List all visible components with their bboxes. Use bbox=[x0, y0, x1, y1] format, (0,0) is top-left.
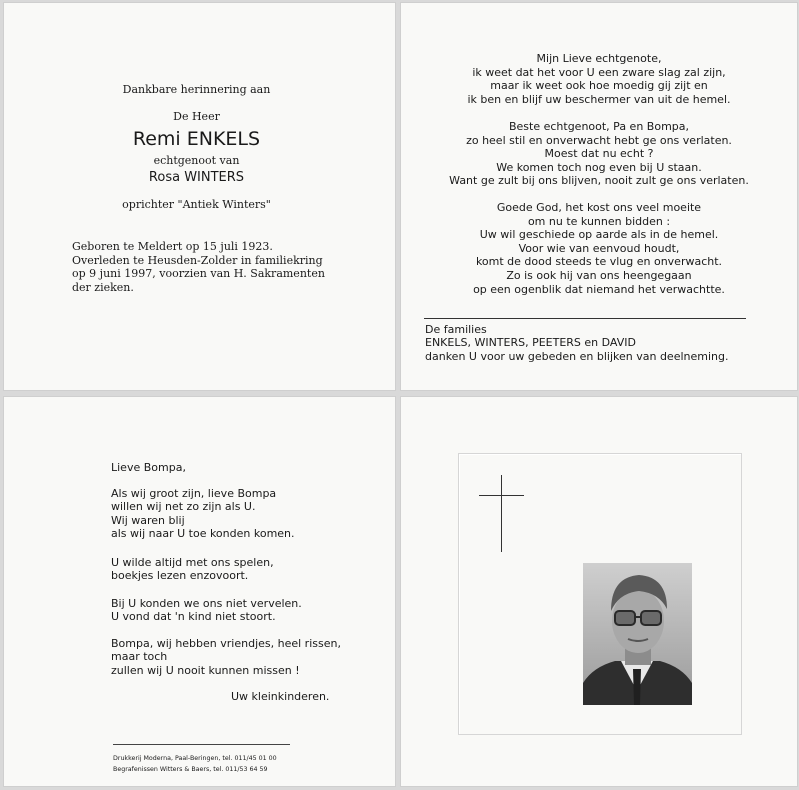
poem-line: Beste echtgenoot, Pa en Bompa, bbox=[508, 120, 690, 133]
relation-text: echtgenoot van bbox=[153, 154, 240, 167]
bio-line: op 9 juni 1997, voorzien van H. Sakramenten bbox=[72, 267, 325, 280]
poem-line: zo heel stil en onverwacht hebt ge ons verlaten. bbox=[466, 133, 732, 147]
grandchildren-stanza-2 bbox=[111, 556, 274, 583]
poem-line: Bompa, wij hebben vriendjes, heel rissen, bbox=[111, 637, 341, 650]
printer-line: Begrafenissen Witters & Baers, tel. 011/53 64 59 bbox=[113, 766, 268, 773]
poem-line: ik ben en blijf uw beschermer van uit de hemel. bbox=[467, 92, 731, 106]
poem-line: maar toch bbox=[111, 650, 168, 664]
poem-stanza-3 bbox=[400, 201, 798, 296]
spouse-name: Rosa WINTERS bbox=[148, 170, 245, 185]
card-panel-top-left bbox=[3, 2, 396, 391]
families-line: ENKELS, WINTERS, PEETERS en DAVID bbox=[425, 336, 636, 350]
poem-line: als wij naar U toe konden komen. bbox=[111, 527, 295, 541]
card-panel-bottom-left bbox=[3, 396, 396, 787]
portrait-photo bbox=[583, 563, 692, 705]
divider bbox=[424, 318, 746, 319]
poem-line: Uw wil geschiede op aarde als in de hemel. bbox=[479, 228, 719, 242]
poem-line: op een ogenblik dat niemand het verwachtte. bbox=[473, 282, 725, 296]
biography bbox=[72, 240, 325, 294]
poem-line: Moest dat nu echt ? bbox=[544, 147, 654, 161]
cross-icon bbox=[501, 475, 502, 552]
portrait-photo-drawing bbox=[583, 563, 692, 705]
grandchildren-stanza-1 bbox=[111, 487, 295, 541]
bio-line: der zieken. bbox=[72, 280, 134, 294]
families-line: danken U voor uw gebeden en blijken van deelneming. bbox=[425, 349, 729, 363]
poem-line: Mijn Lieve echtgenote, bbox=[536, 52, 662, 65]
poem-line: Want ge zult bij ons blijven, nooit zult ge ons verlaten. bbox=[449, 174, 749, 188]
poem-stanza-2 bbox=[400, 120, 798, 188]
families-line: De families bbox=[425, 323, 487, 336]
poem-line: boekjes lezen enzovoort. bbox=[111, 569, 249, 583]
poem-line: We komen toch nog even bij U staan. bbox=[496, 160, 702, 174]
poem-line: willen wij net zo zijn als U. bbox=[111, 500, 256, 514]
poem-line: Wij waren blij bbox=[111, 513, 185, 527]
poem-line: Als wij groot zijn, lieve Bompa bbox=[111, 487, 277, 500]
poem-line: Goede God, het kost ons veel moeite bbox=[496, 201, 702, 214]
poem-line: U wilde altijd met ons spelen, bbox=[111, 556, 274, 569]
divider bbox=[113, 744, 290, 745]
poem-line: Voor wie van eenvoud houdt, bbox=[518, 241, 680, 255]
poem-line: Bij U konden we ons niet vervelen. bbox=[111, 597, 302, 610]
grandchildren-stanza-4 bbox=[111, 637, 341, 677]
poem-line: ik weet dat het voor U een zware slag zal zijn, bbox=[472, 65, 726, 79]
poem-line: U vond dat 'n kind niet stoort. bbox=[111, 610, 276, 624]
poem-line: zullen wij U nooit kunnen missen ! bbox=[111, 663, 300, 677]
families-thanks bbox=[425, 323, 728, 363]
title-prefix: De Heer bbox=[173, 110, 220, 123]
poem-line: om nu te kunnen bidden : bbox=[527, 214, 671, 228]
printer-line: Drukkerij Moderna, Paal-Beringen, tel. 011/45 01 00 bbox=[113, 755, 277, 762]
bio-line: Overleden te Heusden-Zolder in familiekring bbox=[72, 253, 323, 267]
poem-line: maar ik weet ook hoe moedig gij zijt en bbox=[490, 79, 708, 93]
grandchildren-stanza-3 bbox=[111, 597, 302, 624]
poem-line: Zo is ook hij van ons heengegaan bbox=[506, 268, 692, 282]
bio-line: Geboren te Meldert op 15 juli 1923. bbox=[72, 240, 273, 253]
signature: Uw kleinkinderen. bbox=[231, 690, 330, 703]
poem-stanza-1 bbox=[400, 52, 798, 106]
poem-line: komt de dood steeds te vlug en onverwacht. bbox=[475, 255, 723, 269]
grandchildren-greeting: Lieve Bompa, bbox=[111, 461, 186, 474]
memorial-heading: Dankbare herinnering aan bbox=[122, 83, 271, 96]
deceased-name: Remi ENKELS bbox=[132, 128, 261, 150]
cross-icon-bar bbox=[479, 495, 524, 496]
founder-text: oprichter "Antiek Winters" bbox=[122, 198, 271, 211]
